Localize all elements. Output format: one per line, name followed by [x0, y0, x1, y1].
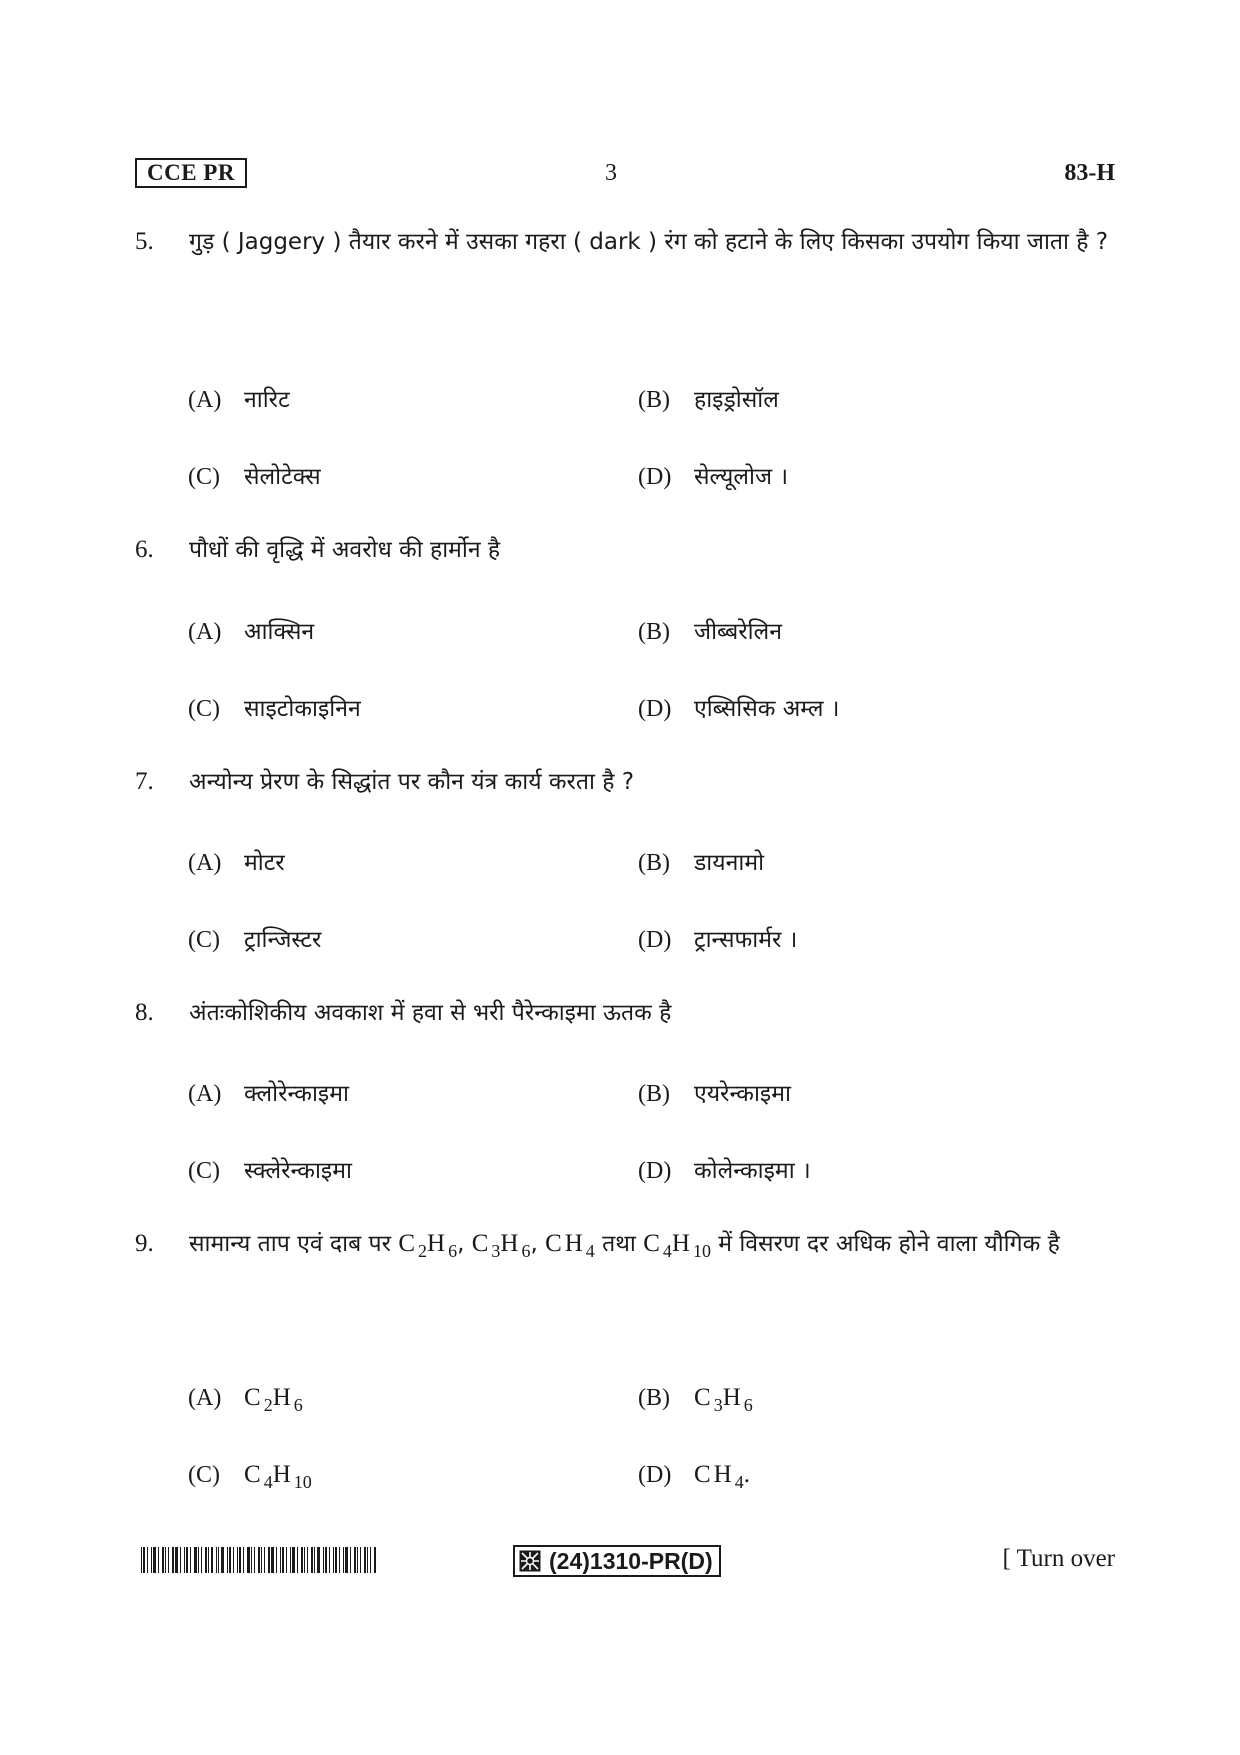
option-6d — [638, 691, 840, 723]
barcode-bar — [205, 1547, 207, 1573]
barcode-bar — [350, 1547, 351, 1573]
option-9b — [638, 1384, 753, 1415]
barcode-bar — [297, 1547, 298, 1573]
option-letter: (C) — [188, 1158, 220, 1184]
option-6b — [638, 614, 782, 646]
barcode-bar — [304, 1547, 305, 1573]
question-number: 8. — [135, 999, 154, 1026]
option-letter: (A) — [188, 1081, 222, 1107]
barcode-bar — [357, 1547, 358, 1573]
barcode-bar — [339, 1547, 340, 1573]
option-letter: (A) — [188, 850, 222, 876]
option-7a — [188, 845, 285, 877]
page-number: 3 — [605, 160, 617, 186]
formula-ch4: $CH_4$ — [545, 1230, 595, 1261]
barcode-bar — [307, 1547, 308, 1573]
option-8d — [638, 1153, 811, 1185]
option-letter: (B) — [638, 387, 670, 413]
barcode-bar — [264, 1547, 265, 1573]
option-6c — [188, 691, 361, 723]
emblem-icon — [519, 1550, 541, 1572]
barcode-bar — [147, 1547, 148, 1573]
barcode-bar — [194, 1547, 197, 1573]
option-text: मोटर — [244, 850, 285, 876]
barcode-bar — [227, 1547, 228, 1573]
formula: $CH_4$. — [694, 1461, 753, 1492]
option-text: हाइड्रोसॉल — [694, 387, 779, 413]
question-stem: गुड़ ( Jaggery ) तैयार करने में उसका गहरा ( dark ) रंग को हटाने के लिए किसका उपयोग किया जाता है ? — [189, 229, 1109, 255]
option-text: एयरेन्काइमा — [694, 1081, 791, 1107]
barcode-bar — [335, 1547, 337, 1573]
option-9a — [188, 1384, 303, 1415]
barcode-bar — [143, 1547, 145, 1573]
barcode-bar — [282, 1547, 284, 1573]
barcode-bar — [343, 1547, 344, 1573]
barcode-bar — [243, 1547, 244, 1573]
barcode-bar — [180, 1547, 181, 1573]
barcode-bar — [290, 1547, 291, 1573]
barcode-bar — [162, 1547, 164, 1573]
turn-over-label: [ Turn over — [1002, 1545, 1115, 1572]
option-letter: (D) — [638, 696, 672, 722]
exam-code-box: CCE PR — [135, 158, 247, 188]
barcode-bar — [367, 1547, 368, 1573]
option-letter: (D) — [638, 464, 672, 490]
stem-text: में विसरण दर अधिक होने वाला यौगिक है — [718, 1231, 1060, 1257]
barcode-bar — [258, 1547, 260, 1573]
option-6a — [188, 614, 314, 646]
serial-box — [513, 1545, 721, 1577]
barcode-bar — [360, 1547, 361, 1573]
option-letter: (B) — [638, 850, 670, 876]
question-number: 6. — [135, 536, 154, 563]
option-9d — [638, 1461, 753, 1492]
formula: $C_3H_6$ — [694, 1384, 753, 1415]
barcode-bar — [345, 1547, 348, 1573]
barcode-bar — [280, 1547, 281, 1573]
option-letter: (C) — [188, 927, 220, 953]
formula: $C_2H_6$ — [244, 1384, 303, 1415]
option-letter: (C) — [188, 464, 220, 490]
barcode-bar — [218, 1547, 219, 1573]
option-7b — [638, 845, 764, 877]
option-letter: (B) — [638, 1081, 670, 1107]
option-8b — [638, 1076, 791, 1108]
formula-c2h6: $C_2H_6$ — [398, 1230, 458, 1261]
barcode-bar — [364, 1547, 366, 1573]
option-text: ट्रान्जिस्टर — [244, 927, 322, 953]
barcode-bar — [201, 1547, 202, 1573]
barcode-bar — [175, 1547, 178, 1573]
option-text: सेल्यूलोज । — [694, 464, 789, 490]
barcode-bar — [233, 1547, 234, 1573]
barcode-bar — [261, 1547, 262, 1573]
barcode-bar — [237, 1547, 238, 1573]
barcode-bar — [153, 1547, 156, 1573]
option-letter: (A) — [188, 619, 222, 645]
option-5a — [188, 382, 290, 414]
option-5d — [638, 459, 788, 491]
barcode-bar — [314, 1547, 315, 1573]
page-footer — [135, 1545, 1115, 1585]
barcode-bar — [141, 1547, 142, 1573]
option-text: सेलोटेक्स — [244, 464, 321, 490]
barcode-bar — [216, 1547, 217, 1573]
barcode-bar — [311, 1547, 313, 1573]
barcode-bar — [168, 1547, 169, 1573]
option-letter: (D) — [638, 1158, 672, 1184]
barcode-bar — [165, 1547, 166, 1573]
option-text: जीब्बरेलिन — [694, 619, 782, 645]
question-number: 5. — [135, 228, 154, 255]
option-letter: (A) — [188, 1385, 222, 1411]
question-number: 9. — [135, 1230, 154, 1257]
option-text: नारिट — [244, 387, 290, 413]
page-header — [135, 158, 1115, 198]
option-text: ट्रान्सफार्मर । — [694, 927, 798, 953]
option-letter: (A) — [188, 387, 222, 413]
question-stem: अंतःकोशिकीय अवकाश में हवा से भरी पैरेन्काइमा ऊतक है — [189, 1000, 672, 1026]
option-8c — [188, 1153, 352, 1185]
barcode-bar — [354, 1547, 356, 1573]
formula: $C_4H_{10}$ — [244, 1461, 312, 1492]
barcode-bar — [251, 1547, 252, 1573]
barcode-bar — [208, 1547, 209, 1573]
option-letter: (C) — [188, 696, 220, 722]
barcode-bar — [254, 1547, 255, 1573]
option-5b — [638, 382, 779, 414]
serial-code: (24)1310-PR(D) — [549, 1548, 713, 1574]
formula-c4h10: $C_4H_{10}$ — [643, 1230, 711, 1261]
option-text: साइटोकाइनिन — [244, 696, 361, 722]
barcode-bar — [286, 1547, 287, 1573]
option-text: आक्सिन — [244, 619, 315, 645]
option-text: क्लोरेन्काइमा — [244, 1081, 349, 1107]
option-7d — [638, 922, 797, 954]
formula-c3h6: $C_3H_6$ — [471, 1230, 531, 1261]
barcode-bar — [292, 1547, 295, 1573]
option-letter: (B) — [638, 1385, 670, 1411]
option-letter: (D) — [638, 1462, 672, 1488]
barcode-bar — [370, 1547, 371, 1573]
barcode-bar — [186, 1547, 188, 1573]
barcode-bar — [184, 1547, 185, 1573]
option-letter: (D) — [638, 927, 672, 953]
option-letter: (C) — [188, 1462, 220, 1488]
option-text: स्क्लेरेन्काइमा — [244, 1158, 352, 1184]
barcode-bar — [239, 1547, 241, 1573]
barcode-bar — [374, 1547, 376, 1573]
barcode-bar — [172, 1547, 174, 1573]
stem-text: सामान्य ताप एवं दाब पर — [189, 1231, 391, 1257]
barcode-bar — [317, 1547, 320, 1573]
option-text: कोलेन्काइमा । — [694, 1158, 811, 1184]
barcode-bar — [247, 1547, 250, 1573]
barcode-bar — [221, 1547, 224, 1573]
paper-code: 83-H — [1064, 160, 1115, 186]
option-text: एब्सिसिक अम्ल । — [694, 696, 840, 722]
option-text: डायनामो — [694, 850, 765, 876]
question-stem: पौधों की वृद्धि में अवरोध की हार्मोन है — [189, 537, 501, 563]
barcode-bar — [151, 1547, 152, 1573]
barcode-bar — [229, 1547, 231, 1573]
barcode-bar — [158, 1547, 159, 1573]
stem-text: तथा — [602, 1231, 636, 1257]
barcode-bar — [301, 1547, 303, 1573]
question-number: 7. — [135, 768, 154, 795]
barcode-bar — [268, 1547, 270, 1573]
barcode-bar — [325, 1547, 327, 1573]
barcode — [141, 1547, 381, 1573]
option-7c — [188, 922, 321, 954]
option-9c — [188, 1461, 312, 1492]
option-letter: (B) — [638, 619, 670, 645]
barcode-bar — [271, 1547, 274, 1573]
barcode-bar — [198, 1547, 199, 1573]
question-stem: अन्योन्य प्रेरण के सिद्धांत पर कौन यंत्र कार्य करता है ? — [189, 769, 635, 795]
barcode-bar — [211, 1547, 213, 1573]
barcode-bar — [276, 1547, 277, 1573]
option-8a — [188, 1076, 349, 1108]
question-stem: सामान्य ताप एवं दाब पर $C_2H_6$, $C_3H_6$, $CH_4$ तथा $C_4H_{10}$ में विसरण दर अधिक होने वाला यौगिक है — [189, 1230, 1060, 1261]
option-5c — [188, 459, 321, 491]
barcode-bar — [190, 1547, 191, 1573]
barcode-bar — [333, 1547, 334, 1573]
barcode-bar — [329, 1547, 330, 1573]
barcode-bar — [323, 1547, 324, 1573]
